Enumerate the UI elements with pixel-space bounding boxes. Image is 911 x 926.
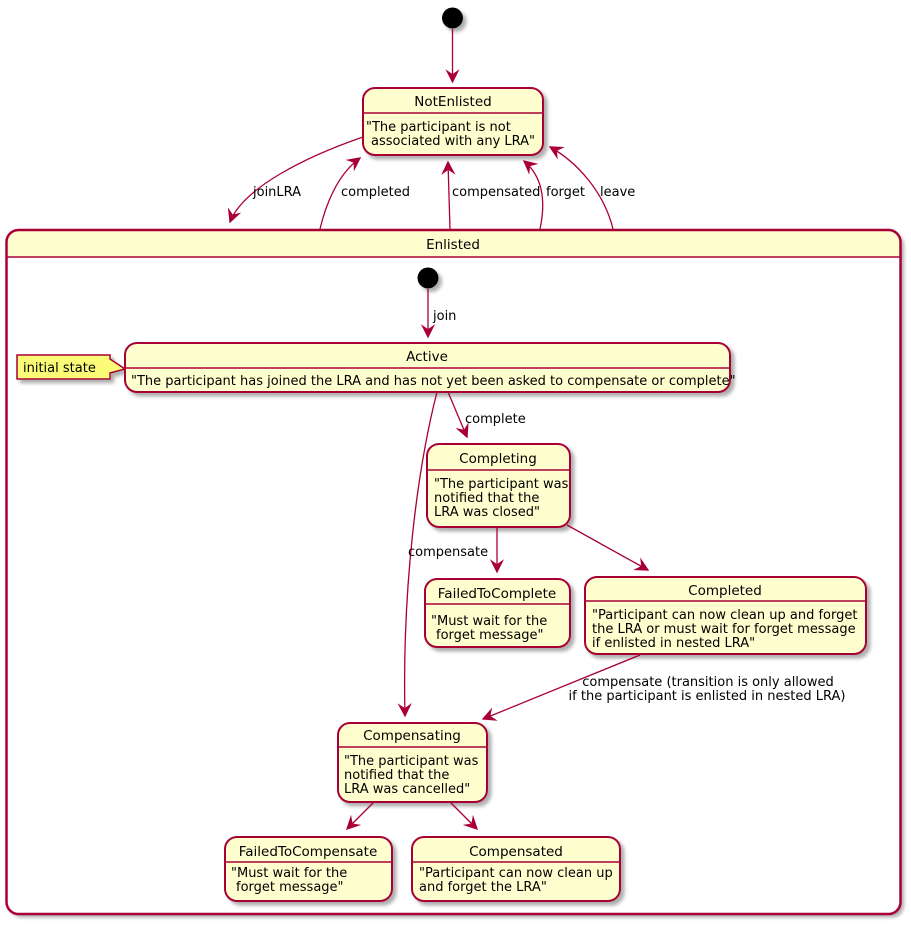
edge-complete-label: complete xyxy=(465,412,526,427)
failedtocomplete-title: FailedToComplete xyxy=(437,586,557,602)
completing-desc-line: LRA was closed" xyxy=(434,505,540,520)
completed-title: Completed xyxy=(688,583,762,599)
completing-title: Completing xyxy=(459,451,537,467)
state-compensating xyxy=(338,723,487,802)
failedtocomplete-desc-line: "Must wait for the xyxy=(431,614,548,629)
failedtocompensate-desc-line: forget message" xyxy=(236,880,344,895)
edge-compensate-nested-label-line: if the participant is enlisted in nested LRA) xyxy=(568,689,846,704)
composite-state-enlisted xyxy=(7,230,901,914)
edge-compensate-label: compensate xyxy=(408,545,489,560)
compensated-desc-line: and forget the LRA" xyxy=(419,880,547,895)
state-completed xyxy=(585,577,866,654)
notenlisted-desc-line: "The participant is not xyxy=(366,120,511,135)
notenlisted-desc-line: associated with any LRA" xyxy=(371,134,536,149)
state-failedtocomplete xyxy=(425,579,570,647)
compensating-desc-line: notified that the xyxy=(344,768,450,783)
compensated-title: Compensated xyxy=(469,844,563,860)
completing-desc-line: notified that the xyxy=(434,491,540,506)
state-completing xyxy=(427,444,570,527)
completed-desc-line: "Participant can now clean up and forget xyxy=(592,608,858,623)
state-notenlisted xyxy=(363,88,543,155)
state-active xyxy=(125,343,736,392)
compensating-desc-line: LRA was cancelled" xyxy=(344,782,471,797)
state-failedtocompensate xyxy=(225,837,392,901)
failedtocompensate-title: FailedToCompensate xyxy=(238,844,378,860)
completed-desc-line: if enlisted in nested LRA" xyxy=(592,636,756,651)
edge-forget-label: forget xyxy=(546,185,585,200)
initial-state-dot xyxy=(442,8,463,29)
compensating-title: Compensating xyxy=(363,728,461,744)
completed-desc-line: the LRA or must wait for forget message xyxy=(592,622,856,637)
active-title: Active xyxy=(406,349,448,365)
active-desc-line: "The participant has joined the LRA and has not yet been asked to compensate or complete" xyxy=(131,374,736,389)
edge-leave-label: leave xyxy=(600,185,636,200)
completing-desc-line: "The participant was xyxy=(434,477,569,492)
edge-join-label: join xyxy=(433,309,457,324)
edge-compensated-label: compensated xyxy=(452,185,541,200)
edge-compensated xyxy=(448,162,450,229)
edge-joinlra-label: joinLRA xyxy=(253,185,302,200)
edge-completed-label: completed xyxy=(341,185,410,200)
failedtocomplete-desc-line: forget message" xyxy=(436,628,544,643)
note-text: initial state xyxy=(23,361,96,376)
notenlisted-title: NotEnlisted xyxy=(414,94,492,110)
state-compensated xyxy=(412,837,620,901)
enlisted-initial-state-dot xyxy=(418,268,439,289)
edge-compensate-nested-label-line: compensate (transition is only allowed xyxy=(582,675,834,690)
enlisted-background xyxy=(7,230,901,914)
compensated-desc-line: "Participant can now clean up xyxy=(419,866,613,881)
note-initial-state xyxy=(17,355,125,379)
edge-joinlra xyxy=(230,137,363,222)
failedtocompensate-desc-line: "Must wait for the xyxy=(231,866,348,881)
compensating-desc-line: "The participant was xyxy=(344,754,479,769)
enlisted-title: Enlisted xyxy=(426,237,480,253)
